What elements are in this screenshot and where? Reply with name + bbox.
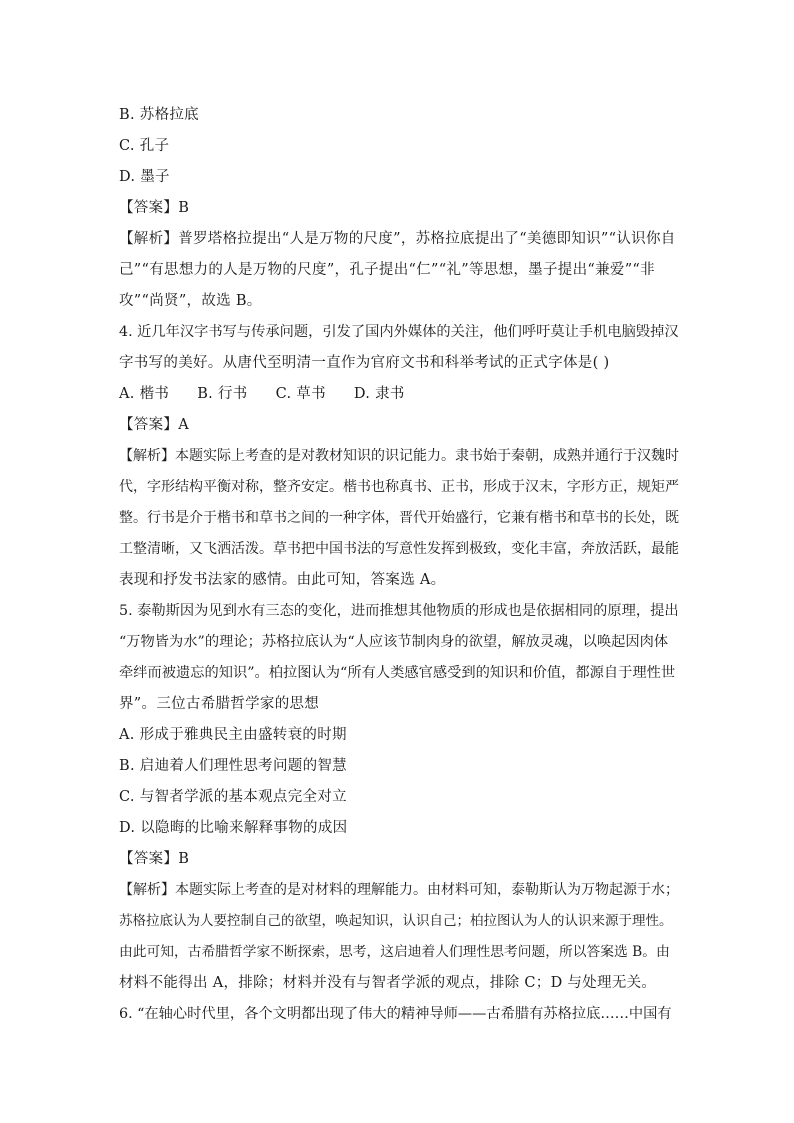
analysis-line: 代，字形结构平衡对称，整齐安定。楷书也称真书、正书，形成于汉末，字形方正，规矩严 [119,479,679,495]
analysis-line: 工整清晰，又飞洒活泼。草书把中国书法的写意性发挥到极致，变化丰富，奔放活跃，最能 [119,541,679,557]
question-3 [119,100,679,317]
question-stem-line: 5. 泰勒斯因为见到水有三态的变化，进而推想其他物质的形成也是依据相同的原理，提出 [119,603,679,619]
option-d: D. 墨子 [119,169,170,185]
analysis-line: 攻”“尚贤”，故选 B。 [119,293,262,309]
analysis-line: 材料不能得出 A，排除；材料并没有与智者学派的观点，排除 C；D 与处理无关。 [119,975,657,991]
option-b: B. 苏格拉底 [119,107,199,123]
analysis-line: 【解析】本题实际上考查的是对材料的理解能力。由材料可知，泰勒斯认为万物起源于水； [119,882,679,898]
analysis-line: 表现和抒发书法家的感情。由此可知，答案选 A。 [119,572,446,588]
option-c: C. 孔子 [119,138,170,154]
question-stem-line: 界”。三位古希腊哲学家的思想 [119,696,320,712]
question-4 [119,317,679,596]
question-stem-line: 6. “在轴心时代里，各个文明都出现了伟大的精神导师——古希腊有苏格拉底……中国有 [119,1006,672,1022]
answer-label: 【答案】B [119,851,190,867]
option-a: A. 形成于雅典民主由盛转衰的时期 [119,727,347,743]
option-d: D. 隶书 [353,386,405,402]
analysis-line: 【解析】本题实际上考查的是对教材知识的识记能力。隶书始于秦朝，成熟并通行于汉魏时 [119,448,679,464]
options-row [119,379,679,410]
question-stem-line: 牵绊而被遗忘的知识”。柏拉图认为“所有人类感官感受到的知识和价值，都源自于理性世 [119,665,676,681]
question-6 [119,999,679,1030]
option-a: A. 楷书 [119,386,170,402]
answer-label: 【答案】A [119,417,189,433]
option-c: C. 草书 [275,386,326,402]
question-stem-line: 4. 近几年汉字书写与传承问题，引发了国内外媒体的关注，他们呼吁莫让手机电脑毁掉汉 [119,324,679,340]
question-stem-line: “万物皆为水”的理论；苏格拉底认为“人应该节制肉身的欲望，解放灵魂，以唤起因肉体 [119,634,669,650]
option-c: C. 与智者学派的基本观点完全对立 [119,789,347,805]
option-b: B. 行书 [197,386,248,402]
analysis-line: 【解析】普罗塔格拉提出“人是万物的尺度”，苏格拉底提出了“美德即知识”“认识你自 [119,231,676,247]
analysis-line: 己”“有思想力的人是万物的尺度”，孔子提出“仁”“礼”等思想，墨子提出“兼爱”“非 [119,262,655,278]
analysis-line: 整。行书是介于楷书和草书之间的一种字体，晋代开始盛行，它兼有楷书和草书的长处，既 [119,510,679,526]
question-5 [119,596,679,999]
analysis-line: 苏格拉底认为人要控制自己的欲望，唤起知识，认识自己；柏拉图认为人的认识来源于理性。 [119,913,673,929]
option-b: B. 启迪着人们理性思考问题的智慧 [119,758,347,774]
analysis-line: 由此可知，古希腊哲学家不断探索，思考，这启迪着人们理性思考问题，所以答案选 B。由 [119,944,670,960]
option-d: D. 以隐晦的比喻来解释事物的成因 [119,820,348,836]
document-page [119,100,679,1030]
question-stem-line: 字书写的美好。从唐代至明清一直作为官府文书和科举考试的正式字体是( ) [119,355,610,371]
answer-label: 【答案】B [119,200,190,216]
